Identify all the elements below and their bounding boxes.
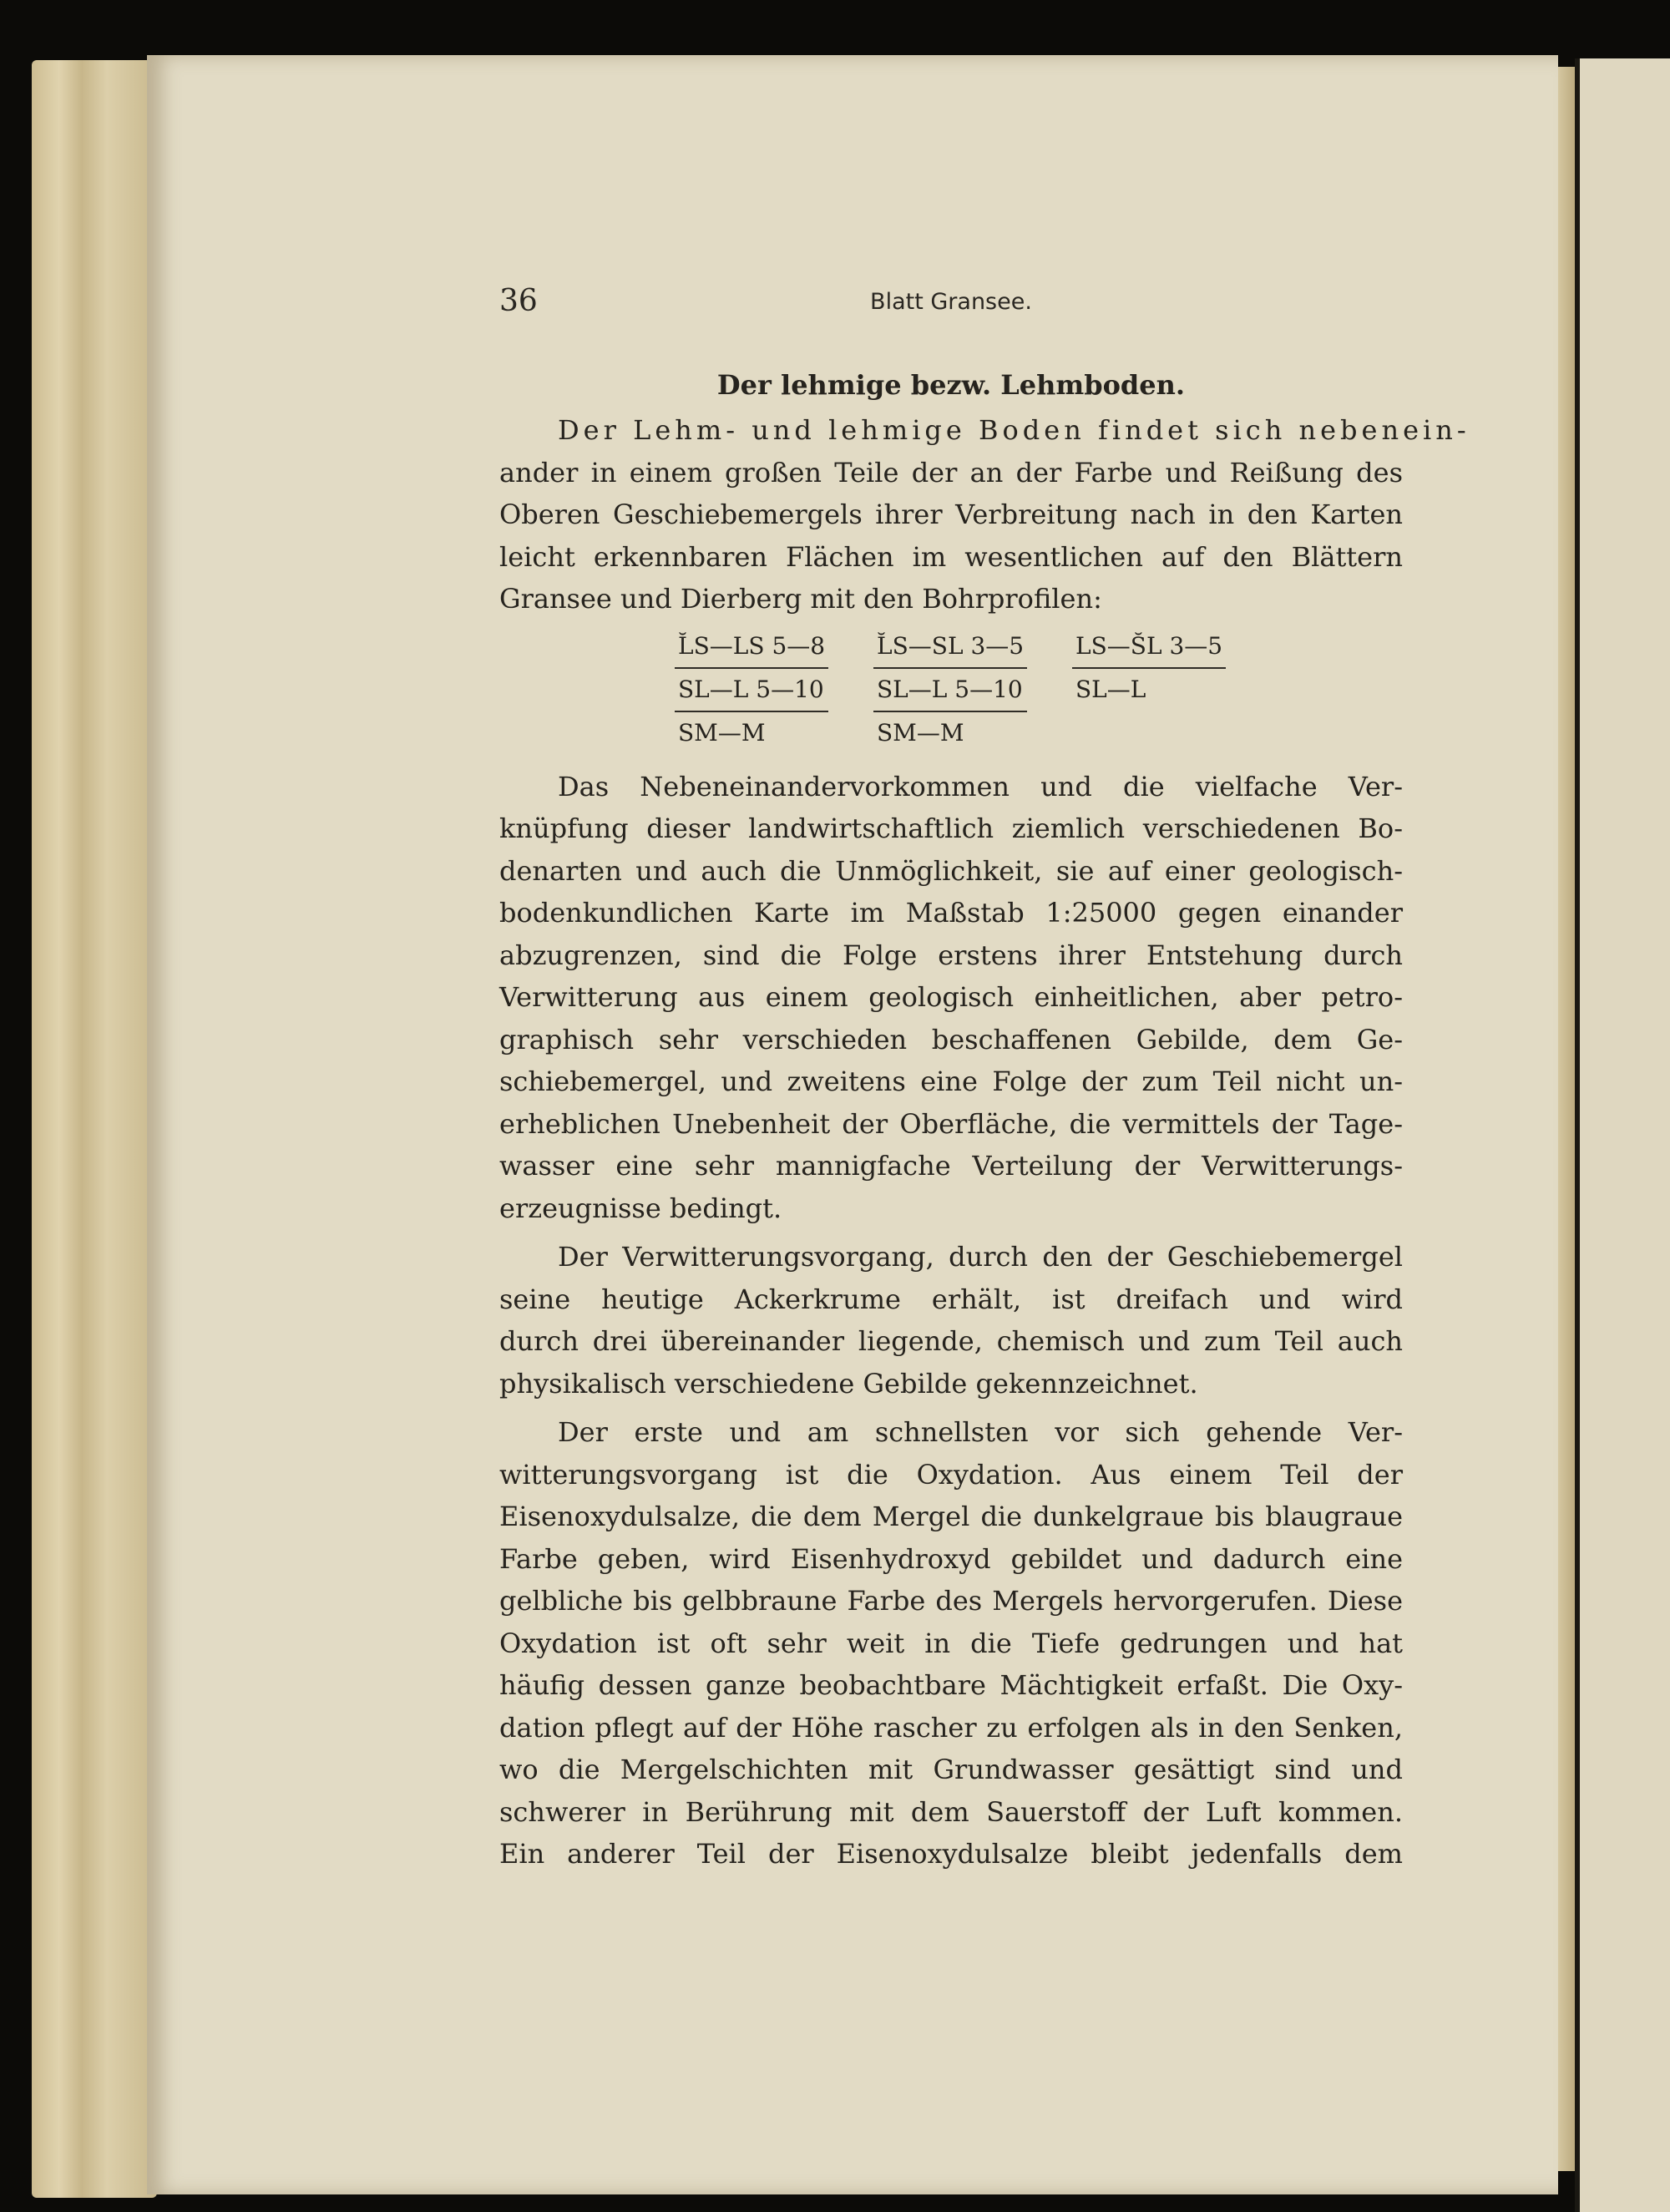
- text-line: witterungsvorgang ist die Oxydation. Aus einem Teil der: [499, 1458, 1403, 1491]
- text-line: abzugrenzen, sind die Folge erstens ihrer Entstehung durch: [499, 939, 1403, 971]
- text-line: Der Lehm- und lehmige Boden findet sich nebenein-: [558, 414, 1470, 446]
- page-number: 36: [499, 284, 538, 318]
- profile-layer: SM—M: [877, 718, 964, 747]
- text-line: ander in einem großen Teile der an der Farbe und Reißung des: [499, 456, 1403, 488]
- text-line: graphisch sehr verschieden beschaffenen Gebilde, dem Ge-: [499, 1023, 1403, 1055]
- text-line: Oberen Geschiebemergels ihrer Verbreitung nach in den Karten: [499, 499, 1403, 530]
- bore-profiles: [499, 625, 1403, 751]
- text-line: Eisenoxydulsalze, die dem Mergel die dunkelgraue bis blaugraue: [499, 1501, 1403, 1532]
- text-line: Ein anderer Teil der Eisenoxydulsalze bleibt jedenfalls dem: [499, 1838, 1403, 1870]
- profile-layer: LS—S̆L 3—5: [1072, 625, 1226, 669]
- text-line: Oxydation ist oft sehr weit in die Tiefe gedrungen und hat: [499, 1627, 1403, 1659]
- text-line: erzeugnisse bedingt.: [499, 1192, 782, 1224]
- page-edge: [1558, 67, 1576, 2171]
- profile-layer: SL—L 5—10: [873, 669, 1027, 712]
- bore-profile: [873, 625, 1027, 754]
- text-line: wasser eine sehr mannigfache Verteilung der Verwitterungs-: [499, 1150, 1403, 1182]
- text-line: knüpfung dieser landwirtschaftlich ziemlich verschiedenen Bo-: [499, 812, 1403, 844]
- profile-layer: L̆S—SL 3—5: [873, 625, 1027, 669]
- facing-page-sliver: [1575, 58, 1670, 2212]
- body-paragraph: [499, 1411, 1403, 1875]
- running-head: Blatt Gransee.: [870, 289, 1032, 315]
- page-content: [499, 364, 1470, 1875]
- text-line: schwerer in Berührung mit dem Sauerstoff der Luft kommen.: [499, 1795, 1403, 1828]
- text-line: Farbe geben, wird Eisenhydroxyd gebildet und dadurch eine: [499, 1542, 1403, 1575]
- text-line: Der erste und am schnellsten vor sich gehende Ver-: [558, 1416, 1403, 1448]
- text-line: schiebemergel, und zweitens eine Folge der zum Teil nicht un-: [499, 1066, 1403, 1097]
- page-header: [499, 284, 1403, 326]
- text-line: Gransee und Dierberg mit den Bohrprofilen:: [499, 583, 1102, 615]
- text-line: wo die Mergelschichten mit Grundwasser gesättigt sind und: [499, 1754, 1403, 1785]
- body-paragraph: [499, 766, 1403, 1230]
- left-page-stack: [32, 60, 157, 2198]
- text-line: leicht erkennbaren Flächen im wesentlichen auf den Blättern: [499, 540, 1403, 573]
- text-line: denarten und auch die Unmöglichkeit, sie auf einer geologisch-: [499, 854, 1403, 887]
- text-line: gelbliche bis gelbbraune Farbe des Mergels hervorgerufen. Diese: [499, 1585, 1403, 1617]
- profile-layer: SL—L: [1075, 675, 1146, 703]
- intro-paragraph: [499, 409, 1470, 620]
- text-line: durch drei übereinander liegende, chemisch und zum Teil auch: [499, 1325, 1403, 1357]
- text-line: häufig dessen ganze beobachtbare Mächtigkeit erfaßt. Die Oxy-: [499, 1669, 1403, 1701]
- text-line: Das Nebeneinandervorkommen und die vielfache Ver-: [558, 770, 1403, 802]
- profile-layer: SL—L 5—10: [675, 669, 828, 712]
- bore-profile: [1072, 625, 1226, 711]
- profile-layer: SM—M: [678, 718, 766, 747]
- text-line: dation pflegt auf der Höhe rascher zu erfolgen als in den Senken,: [499, 1711, 1403, 1744]
- body-paragraph: [499, 1236, 1403, 1405]
- text-line: Verwitterung aus einem geologisch einheitlichen, aber petro-: [499, 981, 1403, 1013]
- text-line: physikalisch verschiedene Gebilde gekennzeichnet.: [499, 1367, 1198, 1400]
- text-line: Der Verwitterungsvorgang, durch den der Geschiebemergel: [558, 1241, 1403, 1273]
- text-line: seine heutige Ackerkrume erhält, ist dreifach und wird: [499, 1283, 1403, 1315]
- bore-profile: [675, 625, 828, 754]
- text-line: erheblichen Unebenheit der Oberfläche, die vermittels der Tage-: [499, 1107, 1403, 1140]
- text-line: bodenkundlichen Karte im Maßstab 1:25000 gegen einander: [499, 897, 1403, 929]
- section-title: Der lehmige bezw. Lehmboden.: [716, 369, 1186, 401]
- profile-layer: L̆S—LS 5—8: [675, 625, 828, 669]
